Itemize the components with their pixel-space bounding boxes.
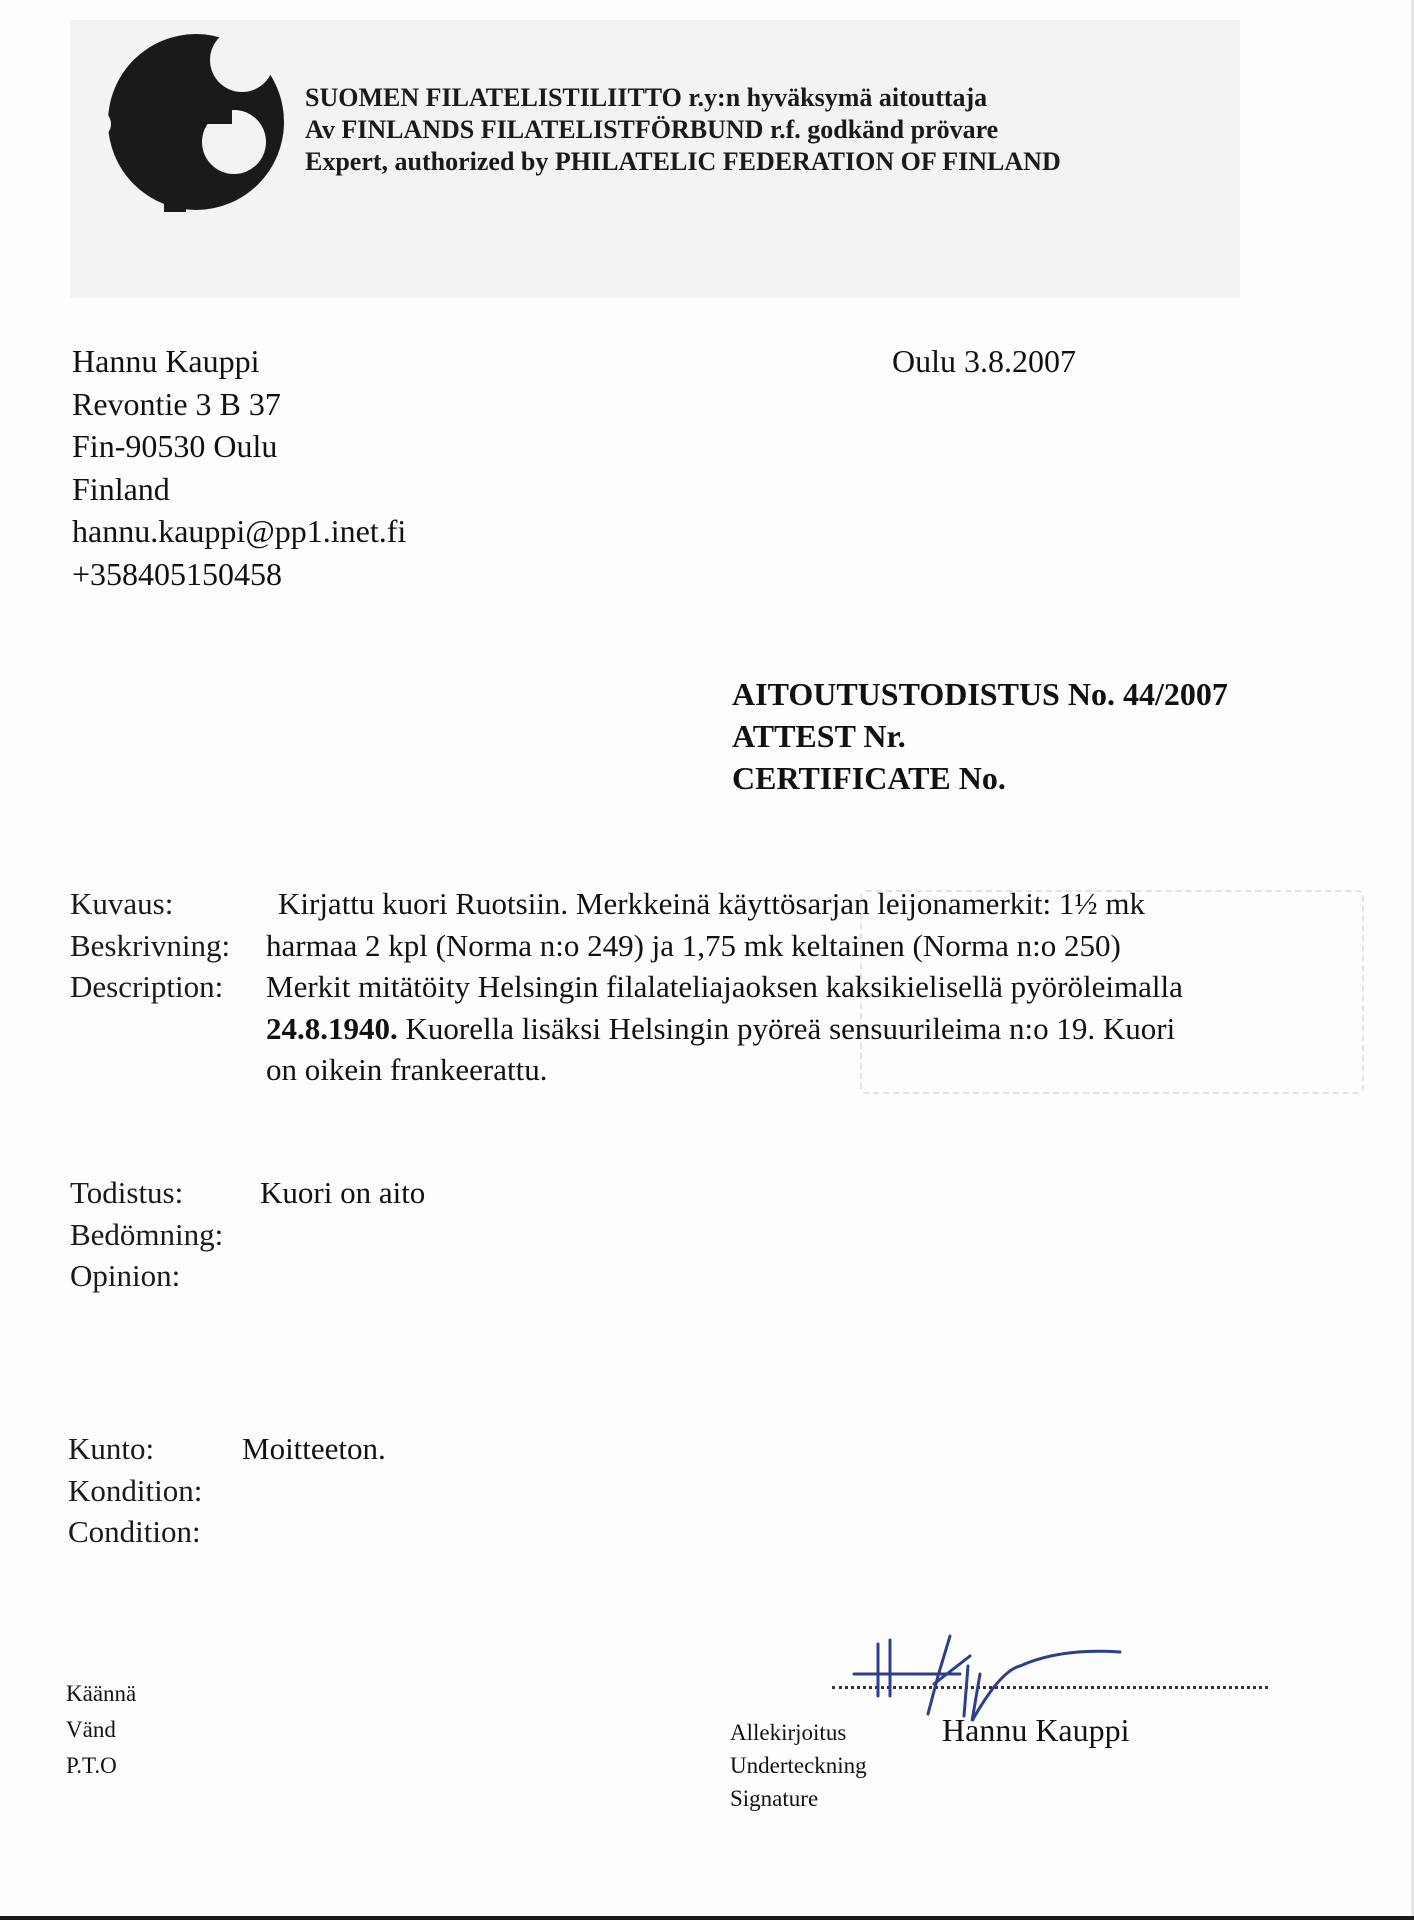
letterhead-line-3: Expert, authorized by PHILATELIC FEDERATION OF FINLAND [305,147,1061,176]
signature-label-en: Signature [730,1786,819,1811]
signature-label-sv: Underteckning [730,1753,867,1778]
description-line-3: Merkit mitätöity Helsingin filalateliajaoksen kaksikielisellä pyöröleimalla [266,969,1183,1004]
philatelic-federation-logo-icon [84,22,314,212]
cancellation-date: 24.8.1940. [266,1010,398,1046]
certificate-line-fi: AITOUTUSTODISTUS No. 44/2007 [732,676,1228,712]
sender-street: Revontie 3 B 37 [72,385,281,422]
sender-country: Finland [72,470,170,507]
letterhead-line-2: Av FINLANDS FILATELISTFÖRBUND r.f. godkänd prövare [305,115,999,144]
description-line-1: Kirjattu kuori Ruotsiin. Merkkeinä käyttösarjan leijonamerkit: 1½ mk [278,886,1145,921]
certificate-line-en: CERTIFICATE No. [732,760,1006,796]
opinion-labels [70,1172,223,1297]
signer-name: Hannu Kauppi [942,1712,1130,1748]
condition-label-sv: Kondition: [68,1472,203,1508]
sender-email: hannu.kauppi@pp1.inet.fi [72,513,407,549]
condition-labels [68,1428,202,1553]
letterhead-text [305,82,1061,178]
description-line-5: on oikein frankeerattu. [266,1052,548,1087]
turn-over-note [66,1676,136,1784]
sender-address [72,340,406,595]
opinion-label-sv: Bedömning: [70,1216,224,1252]
signature-label-fi: Allekirjoitus [730,1720,847,1745]
certificate-heading [732,673,1228,799]
handwritten-signature [850,1626,1130,1726]
document-date: Oulu 3.8.2007 [892,343,1076,379]
turn-label-sv: Vänd [66,1717,116,1742]
scan-edge-bottom [0,1916,1414,1920]
description-labels [70,883,230,1008]
condition-label-fi: Kunto: [68,1431,155,1466]
description-label-en: Description: [70,969,224,1004]
turn-label-fi: Käännä [66,1681,137,1706]
description-label-fi: Kuvaus: [70,886,174,921]
sender-name: Hannu Kauppi [72,343,260,379]
description-line-4 [266,1008,1183,1050]
description-line-4-rest: Kuorella lisäksi Helsingin pyöreä sensuurileima n:o 19. Kuori [397,1010,1176,1046]
opinion-label-en: Opinion: [70,1258,181,1293]
turn-label-en: P.T.O [66,1753,117,1778]
certificate-line-sv: ATTEST Nr. [732,718,906,754]
condition-value: Moitteeton. [242,1431,386,1466]
letterhead-line-1: SUOMEN FILATELISTILIITTO r.y:n hyväksymä aitouttaja [305,83,988,112]
condition-label-en: Condition: [68,1514,201,1549]
sender-phone: +358405150458 [72,555,283,592]
sender-city: Fin-90530 Oulu [72,428,278,464]
description-label-sv: Beskrivning: [70,927,231,963]
description-line-2: harmaa 2 kpl (Norma n:o 249) ja 1,75 mk keltainen (Norma n:o 250) [266,927,1121,963]
opinion-value: Kuori on aito [260,1175,426,1210]
signature-labels [730,1716,867,1815]
opinion-label-fi: Todistus: [70,1175,184,1210]
description-text [266,883,1183,1091]
